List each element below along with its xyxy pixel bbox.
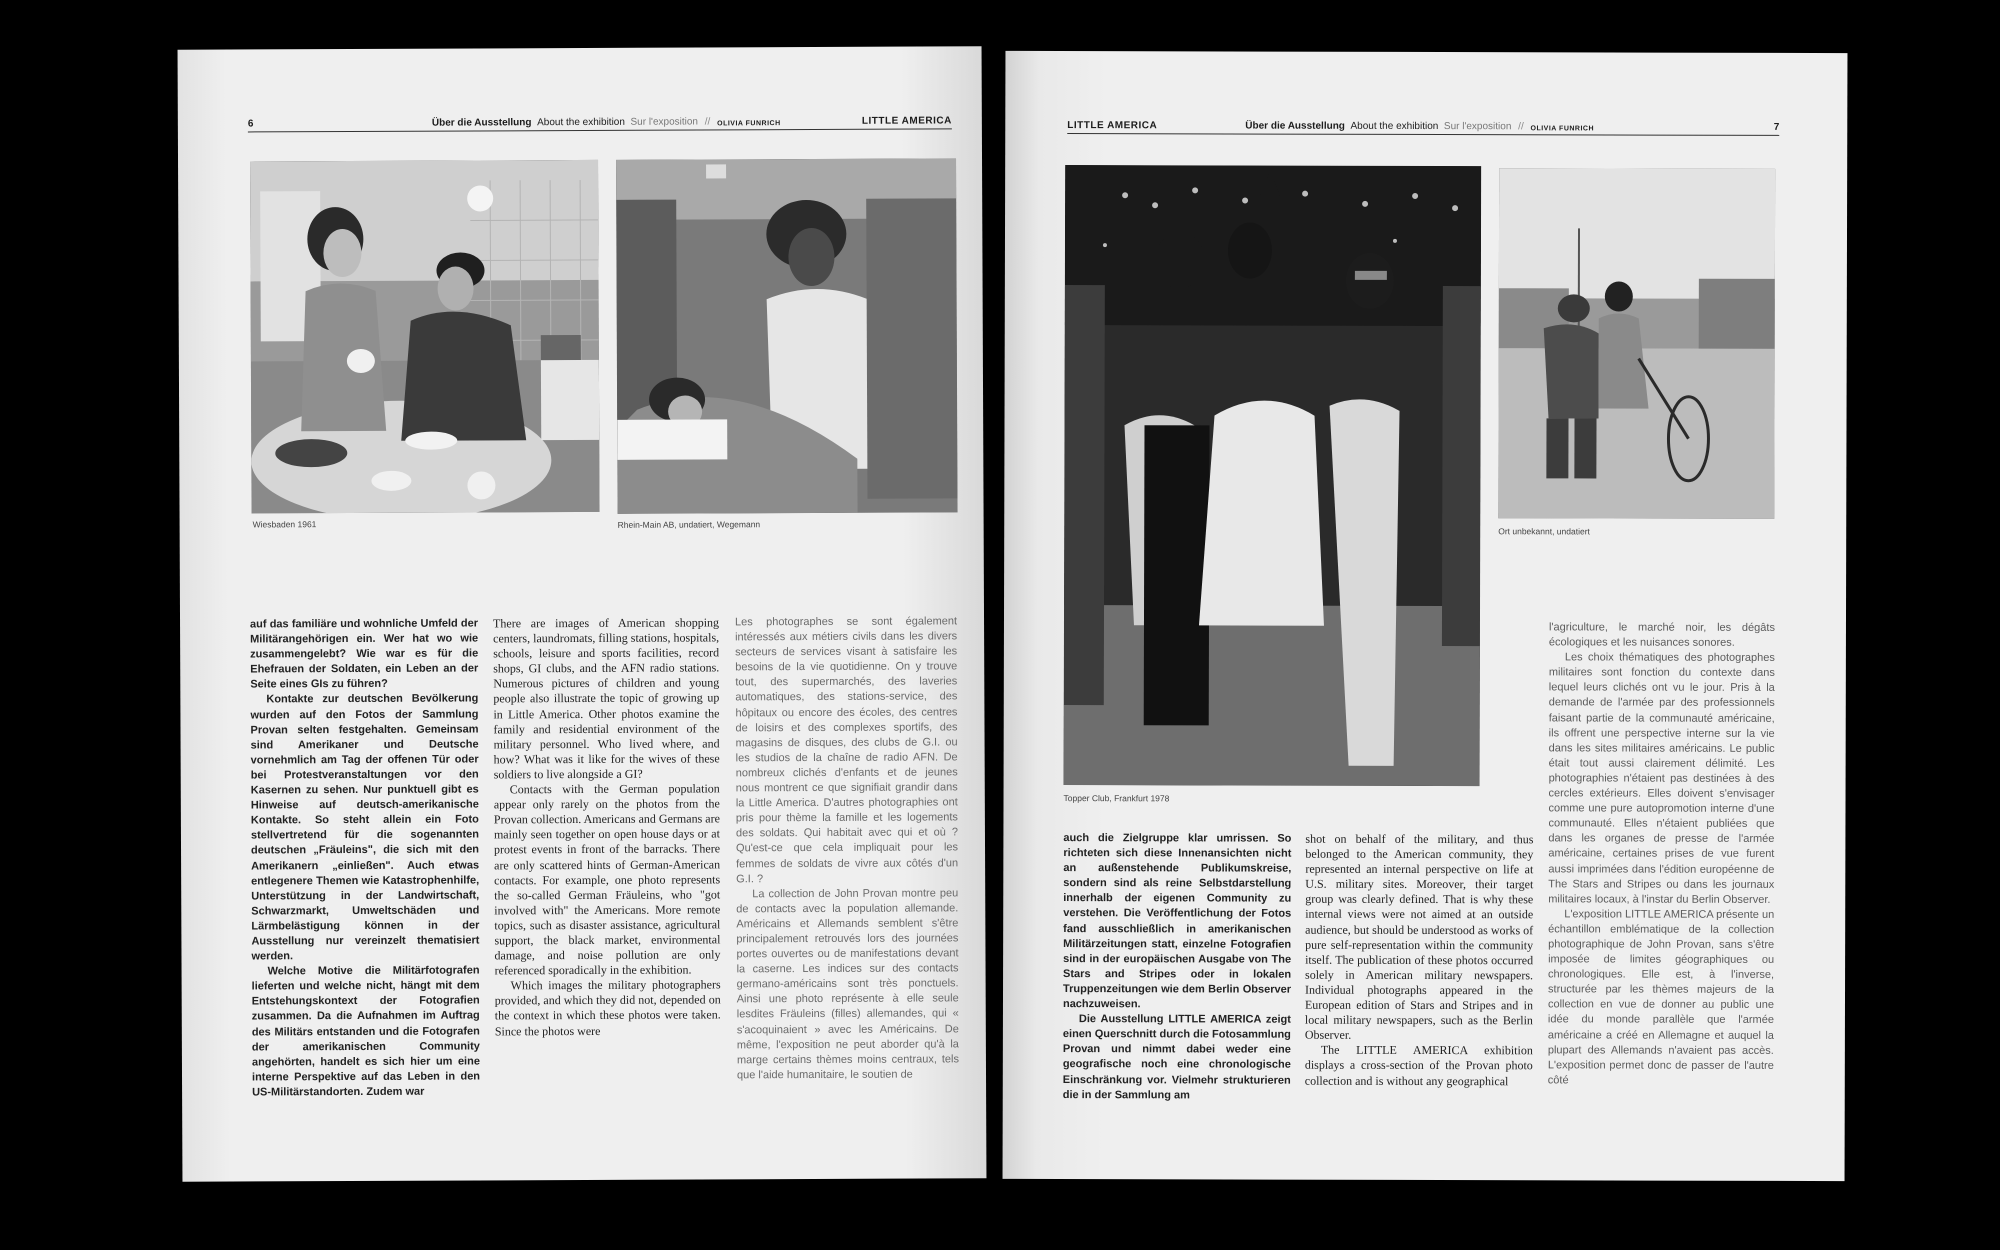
nurse-scene-image (616, 158, 958, 513)
kitchen-scene-image (250, 160, 600, 514)
paragraph: l'agriculture, le marché noir, les dégâts écologiques et les nuisances sonores. (1548, 621, 1775, 649)
page-header (1067, 117, 1779, 136)
header-sections (1245, 121, 1594, 133)
header-sections (432, 116, 781, 129)
paragraph: La collection de John Provan montre peu de contacts avec la population allemande. Américains et Allemands semblent s'être principalement retrouvés lors des journées portes ouvertes ou de manifestations devant la caserne. Les indices sur des contacts germano-américains sont très ponctuels. Ainsi une photo représente à elle seule lesdites Fräuleins (filles) allemandes, qui « s'acoquinaient » avec les Américains. De même, l'exposition ne peut aborder qu'à la marge certains thèmes moins centraux, tels que l'aide humanitaire, le soutien de (736, 887, 959, 1082)
paragraph: auf das familiäre und wohnliche Umfeld der Militärangehörigen ein. Wer hat wo wie zusammengelebt? Wie war es für die Ehefrauen der Soldaten, ein Leben an der Seite eines GIs zu führen? (250, 617, 479, 691)
separator: // (704, 116, 711, 128)
photo-rhein-main (616, 158, 958, 513)
page-number: 7 (1773, 121, 1780, 133)
section-de: Über die Ausstellung (1245, 120, 1345, 132)
paragraph: Contacts with the German population appear only rarely on the photos from the Provan collection. Americans and Germans are mainly seen together on open house days or at protest events in front of the barracks. There are only scattered hints of German-American contacts. For example, one photo represents the so-called German Fräuleins, who "got involved with" the Americans. More remote topics, such as disaster assistance, agricultural support, the black market, environmental damage, and noise pollution are only referenced sporadically in the exhibition. (493, 781, 721, 978)
text-column-de (1063, 831, 1292, 1103)
left-page (178, 46, 987, 1181)
section-en: About the exhibition (1350, 120, 1439, 133)
bicycle-scene-image (1498, 168, 1775, 519)
section-fr: Sur l'exposition (1443, 121, 1512, 133)
paragraph: L'exposition LITTLE AMERICA présente un échantillon emblématique de la collection photographique de John Provan, sans s'être imposée de limites géographiques ou chronologiques. Elle est, à l'inverse, structurée par les thèmes majeurs de la collection en vue de donner au public une idée du monde parallèle que l'armée américaine a créé en Allemagne et auquel la plupart des Allemands n'avaient pas accès. L'exposition permet donc de passer de l'autre côté (1547, 908, 1775, 1087)
photo-caption: Topper Club, Frankfurt 1978 (1063, 793, 1170, 804)
text-column-en (1305, 832, 1534, 1089)
paragraph: auch die Zielgruppe klar umrissen. So richteten sich diese Innenansichten nicht an außenstehende Publikumskreise, sondern sind als reine Selbstdarstellung innerhalb der eigenen Community zu verstehen. Die Veröffentlichung der Fotos fand ausschließlich in amerikanischen Militärzeitungen statt, einzelne Fotografien sind in der europäischen Ausgabe von The Stars and Stripes oder in lokalen Truppenzeitungen wie dem Berlin Observer nachzuweisen. (1062, 832, 1292, 1011)
section-de: Über die Ausstellung (431, 117, 532, 129)
paragraph: Die Ausstellung LITTLE AMERICA zeigt einen Querschnitt durch die Fotosammlung Provan und nimmt dabei weder eine geografische noch eine chronologische Einschränkung vor. Vielmehr strukturieren die in der Sammlung am (1062, 1013, 1291, 1101)
paragraph: shot on behalf of the military, and thus belonged to the American community, they represented an internal perspective on life at U.S. military sites. Moreover, their target group was clearly defined. That is why these internal views were not aimed at an outside audience, but should be understood as works of pure self-representation within the community itself. The publication of these photos occurred solely in American military newspapers. Individual photographs appeared in the European edition of Stars and Stripes and in local military newspapers, such as the Berlin Observer. (1304, 831, 1534, 1043)
text-column-fr (735, 614, 959, 1083)
author: OLIVIA FUNRICH (717, 120, 781, 128)
separator: // (1518, 121, 1524, 133)
text-column-de (250, 616, 480, 1100)
dance-scene-image (1064, 165, 1482, 786)
photo-topper-club (1064, 165, 1482, 786)
right-page (1003, 51, 1848, 1181)
photo-caption: Ort unbekannt, undatiert (1498, 526, 1590, 537)
section-fr: Sur l'exposition (630, 116, 699, 128)
photo-ort-unbekannt (1498, 168, 1775, 519)
text-column-en (493, 615, 721, 1039)
section-en: About the exhibition (537, 116, 625, 129)
paragraph: The LITTLE AMERICA exhibition displays a cross-section of the Provan photo collection and is without any geographical (1304, 1043, 1533, 1088)
paragraph: Les choix thématiques des photographes militaires sont fonction du contexte dans lequel leurs clichés ont vu le jour. Pris à la demande de l'armée par des professionnels faisant partie de la communauté américaine, ils offrent une perspective interne sur la vie dans les sites militaires américains. Le public était tout aussi clairement délimité. Les photographies n'étaient pas destinées à des cercles extérieurs. Elles doivent s'envisager comme une pure autopromotion interne d'une communauté. Elles n'étaient publiées que dans les organes de presse de l'armée américaine, certaines prises de vue furent aussi imprimées dans l'édition européenne de The Stars and Stripes ou dans les journaux militaires locaux, à l'instar du Berlin Observer. (1548, 651, 1775, 906)
paragraph: There are images of American shopping centers, laundromats, filling stations, hospitals, schools, leisure and sports facilities, record shops, GI clubs, and the AFN radio stations. Numerous pictures of children and young people also illustrate the topic of growing up in Little America. Other photos examine the family and residential environment of the military personnel. Who lived where, and how? What was it like for the wives of these soldiers to live alongside a GI? (493, 615, 720, 782)
publication-title: LITTLE AMERICA (1067, 120, 1158, 132)
page-number: 6 (247, 118, 254, 130)
text-column-fr (1548, 620, 1775, 1088)
paragraph: Welche Motive die Militärfotografen lieferten und welche nicht, hängt mit dem Entstehungskontext der Fotografien zusammen. Da die Aufnahmen im Auftrag des Militärs entstanden und die Fotografen der amerikanischen Community angehörten, handelt es sich hier um eine interne Perspektive auf das Leben in den US-Militärstandorten. Zudem war (251, 964, 481, 1099)
paragraph: Les photographes se sont également intéressés aux métiers civils dans les divers secteurs de services visant à satisfaire les besoins de la vie quotidienne. On y trouve tout, des supermarchés, des laveries automatiques, des stations-service, des hôpitaux ou encore des écoles, des centres de loisirs et des complexes sportifs, des magasins de disques, des clubs de G.I. ou les studios de la chaîne de radio AFN. De nombreux clichés d'enfants et de jeunes nous montrent ce que signifiait grandir dans la Little America. D'autres photographies ont pris pour thème la famille et les logements des soldats. Qui habitait avec qui et où ? Qu'est-ce que cela impliquait pour les femmes de soldats de vivre aux côtés d'un G.I. ? (735, 615, 959, 885)
photo-caption: Rhein-Main AB, undatiert, Wegemann (617, 519, 761, 530)
publication-title: LITTLE AMERICA (861, 115, 952, 127)
photo-caption: Wiesbaden 1961 (252, 519, 317, 530)
page-header (248, 112, 952, 132)
paragraph: Which images the military photographers provided, and which they did not, depended on the context in which these photos were taken. Since the photos were (494, 977, 721, 1038)
paragraph: Kontakte zur deutschen Bevölkerung wurden auf den Fotos der Sammlung Provan selten festgehalten. Gemeinsam sind Amerikaner und Deutsche vornehmlich am Tag der offenen Tür oder bei Protestveranstaltungen vor den Kasernen zu sehen. Nur punktuell gibt es Hinweise auf deutsch-amerikanische Kontakte. So steht allein ein Foto stellvertretend für die sogenannten deutschen „Fräuleins", die sich mit den Amerikanern „einließen". Auch etwas entlegenere Themen wie Katastrophenhilfe, Unterstützung in der Landwirtschaft, Schwarzmarkt, Umweltschäden und Lärmbelästigung können in der Ausstellung nur vereinzelt thematisiert werden. (250, 692, 480, 963)
photo-wiesbaden (250, 160, 600, 514)
author: OLIVIA FUNRICH (1530, 125, 1595, 133)
